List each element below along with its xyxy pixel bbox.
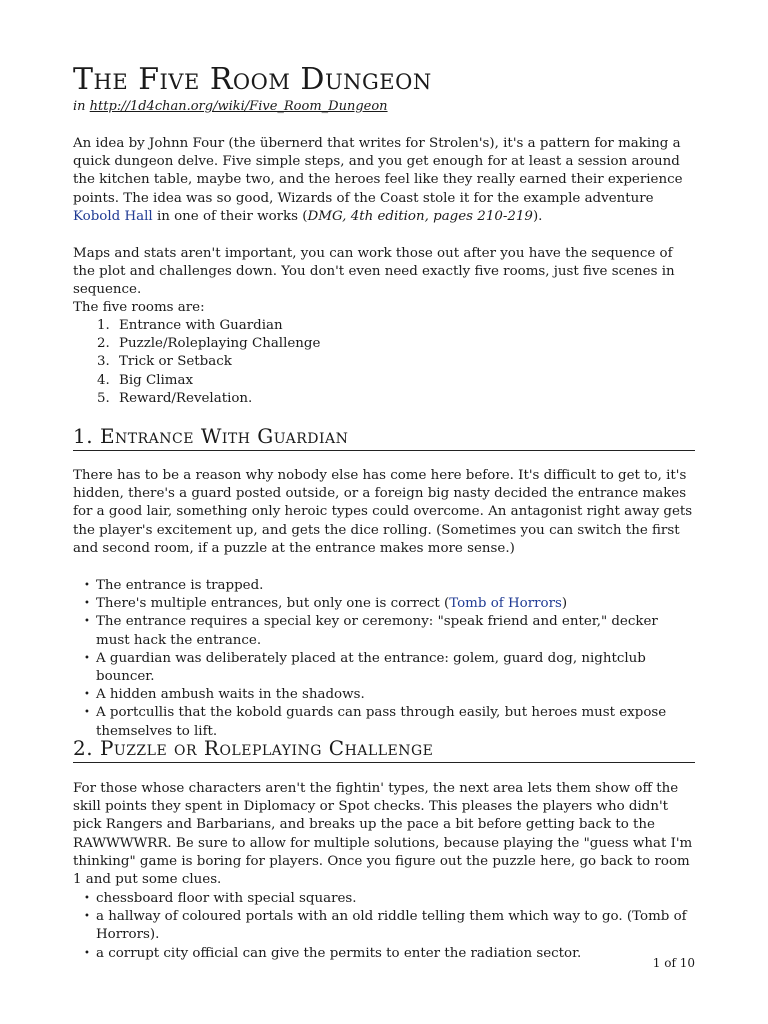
list-item-label: Reward/Revelation. [119, 390, 253, 406]
list-item [73, 686, 695, 704]
section-1-bullets [73, 577, 695, 741]
source-link[interactable]: http://1d4chan.org/wiki/Five_Room_Dungeon [89, 99, 388, 114]
list-item-label: The entrance is trapped. [96, 578, 264, 593]
bullet-icon: • [84, 911, 90, 923]
list-item-label: There's multiple entrances, but only one is correct ( [96, 596, 450, 612]
page-title: The Five Room Dungeon [73, 62, 432, 97]
bullet-icon: • [84, 689, 90, 701]
list-item [73, 945, 695, 963]
list-item-label-end: ) [561, 596, 568, 612]
intro-paragraph [73, 135, 695, 226]
list-item-label: A portcullis that the kobold guards can pass through easily, but heroes must expose themselves to lift. [96, 705, 667, 739]
list-item-label: Puzzle/Roleplaying Challenge [119, 336, 321, 352]
source-prefix: in [73, 99, 90, 114]
maps-paragraph: Maps and stats aren't important, you can work those out after you have the sequence of the plot and challenges down. You don't even need exactly five rooms, just five scenes in sequence. [73, 246, 675, 298]
list-item [73, 335, 320, 353]
intro-text-2: in one of their works ( [152, 208, 308, 224]
list-item-label: The entrance requires a special key or ceremony: "speak friend and enter," decker must hack the entrance. [96, 614, 658, 648]
list-item-label: a corrupt city official can give the permits to enter the radiation sector. [96, 945, 582, 961]
rooms-intro: The five rooms are: [73, 300, 205, 315]
list-item [73, 595, 695, 613]
list-number: 1. [97, 318, 110, 333]
list-item [73, 353, 320, 371]
list-item [73, 890, 695, 908]
list-item [73, 390, 320, 408]
bullet-icon: • [84, 893, 90, 904]
bullet-icon: • [84, 616, 90, 628]
list-item-label: A hidden ambush waits in the shadows. [96, 687, 365, 703]
list-number: 2. [97, 336, 110, 352]
intro-text-3: ). [532, 208, 543, 224]
bullet-icon: • [84, 707, 90, 719]
list-item [73, 317, 320, 335]
list-item-label: Big Climax [119, 372, 193, 388]
intro-text-1: An idea by Johnn Four (the übernerd that writes for Strolen's), it's a pattern for making a quick dungeon delve. Five simple steps, and you get enough for at least a session around the kitchen table, maybe two, and the heroes feel like they really earned their experience points. The idea was so good, Wizards of the Coast stole it for the example adventure [73, 136, 683, 206]
list-item-label: Entrance with Guardian [119, 318, 283, 333]
section-1-heading: 1. Entrance With Guardian [73, 424, 695, 451]
list-item [73, 650, 695, 686]
list-number: 3. [97, 354, 110, 370]
section-2-heading: 2. Puzzle or Roleplaying Challenge [73, 736, 695, 763]
bullet-icon: • [84, 652, 90, 664]
list-item [73, 908, 695, 944]
section-2-paragraph: For those whose characters aren't the fightin' types, the next area lets them show off the skill points they spent in Diplomacy or Spot checks. This pleases the players who didn't pick Rangers and Barbarians, and breaks up the pace a bit before getting back to the RAWWWWRR. Be sure to allow for multiple solutions, because playing the "guess what I'm thinking" game is boring for players. Once you figure out the puzzle here, go back to room 1 and put some clues. [73, 781, 693, 888]
list-number: 5. [97, 390, 110, 406]
page-number: 1 of 10 [652, 956, 695, 970]
list-item-label: Trick or Setback [119, 354, 232, 370]
list-item [73, 372, 320, 390]
list-item-label: chessboard floor with special squares. [96, 891, 357, 906]
bullet-icon: • [84, 947, 90, 959]
source-line [73, 99, 388, 114]
rooms-list [73, 317, 320, 408]
dmg-citation: DMG, 4th edition, pages 210-219 [307, 208, 533, 224]
section-2-bullets [73, 890, 695, 963]
section-1-paragraph: There has to be a reason why nobody else has come here before. It's difficult to get to, it's hidden, there's a guard posted outside, or a foreign big nasty decided the entrance makes for a good lair, something only heroic types could overcome. An antagonist right away gets the player's excitement up, and gets the dice rolling. (Sometimes you can switch the first and second room, if a puzzle at the entrance makes more sense.) [73, 468, 693, 556]
list-item [73, 613, 695, 649]
list-item [73, 577, 695, 595]
list-item-label: A guardian was deliberately placed at the entrance: golem, guard dog, nightclub bouncer. [96, 650, 646, 685]
bullet-icon: • [84, 598, 90, 610]
list-number: 4. [97, 372, 110, 388]
list-item-label: a hallway of coloured portals with an old riddle telling them which way to go. (Tomb of Horrors). [96, 909, 687, 943]
kobold-hall-link[interactable]: Kobold Hall [73, 208, 153, 224]
tomb-of-horrors-link[interactable]: Tomb of Horrors [449, 596, 562, 612]
bullet-icon: • [84, 580, 90, 591]
